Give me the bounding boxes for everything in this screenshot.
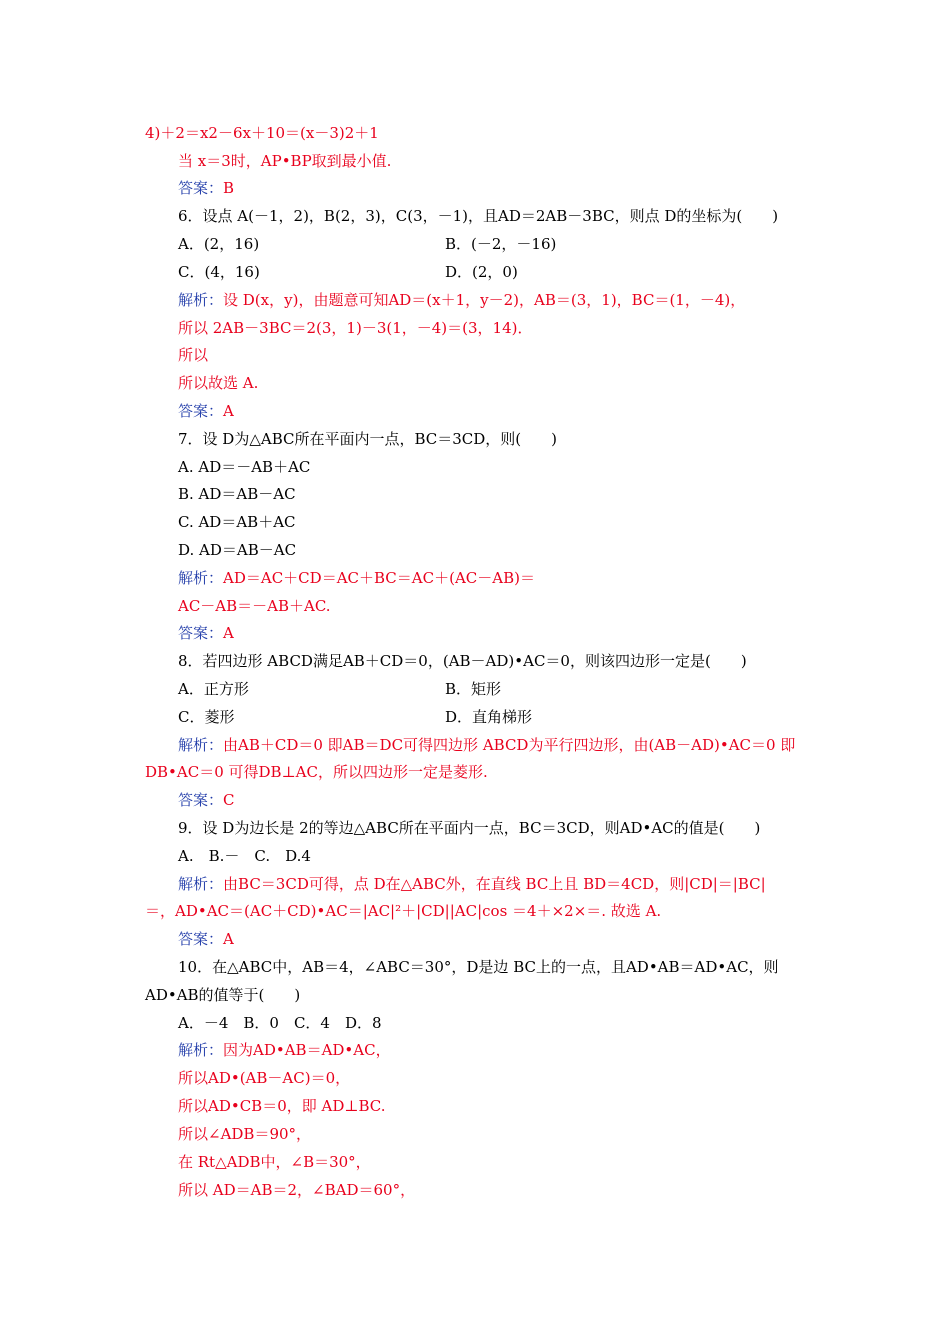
question-7: 7．设 D为△ABC所在平面内一点，BC＝3CD，则( ) (178, 430, 558, 448)
question-6: 6．设点 A(－1，2)，B(2，3)，C(3，－1)，且AD＝2AB－3BC，则点 D的坐标为( ) (178, 207, 779, 225)
text-line: 所以 (178, 346, 209, 364)
answer-line (178, 178, 234, 198)
analysis-label: 解析： (178, 291, 224, 309)
option-d: D．直角梯形 (445, 708, 533, 726)
answer-value: B (223, 179, 235, 197)
text-line: AC－AB＝－AB＋AC. (178, 597, 331, 615)
answer-label: 答案： (178, 791, 224, 809)
answer-value: C (223, 791, 235, 809)
answer-line (178, 929, 234, 949)
options-row: A．－4 B．0 C．4 D．8 (178, 1014, 382, 1032)
answer-line (178, 401, 234, 421)
options-row: A. B.－ C. D.4 (178, 847, 311, 865)
option-d: D．(2，0) (445, 263, 518, 281)
option-b: B. AD＝AB－AC (178, 485, 296, 503)
text-line: 在 Rt△ADB中，∠B＝30°， (178, 1153, 371, 1171)
option-b: B．(－2，－16) (445, 235, 557, 253)
analysis-label: 解析： (178, 736, 224, 754)
analysis-label: 解析： (178, 1041, 224, 1059)
analysis-text: 由BC＝3CD可得，点 D在△ABC外，在直线 BC上且 BD＝4CD，则|CD|＝|BC| (223, 875, 766, 893)
answer-line (178, 790, 235, 810)
text-line: 当 x＝3时，AP•BP取到最小值. (178, 152, 392, 170)
analysis-label: 解析： (178, 875, 224, 893)
text-line: 所以故选 A. (178, 374, 259, 392)
answer-label: 答案： (178, 624, 224, 642)
text-line: 所以∠ADB＝90°， (178, 1125, 312, 1143)
answer-value: A (223, 402, 234, 420)
answer-value: A (223, 930, 234, 948)
option-c: C．(4，16) (178, 263, 260, 281)
analysis-line (178, 568, 535, 588)
text-line: 所以AD•CB＝0，即 AD⊥BC. (178, 1097, 386, 1115)
answer-value: A (223, 624, 234, 642)
option-a: A．正方形 (178, 680, 249, 698)
analysis-line (178, 874, 766, 894)
text-line: ＝，AD•AC＝(AC＋CD)•AC＝|AC|²＋|CD||AC|cos ＝4＋×2×＝. 故选 A. (145, 902, 662, 920)
text-line: 4)＋2＝x2－6x＋10＝(x－3)2＋1 (145, 124, 379, 142)
analysis-text: AD＝AC＋CD＝AC＋BC＝AC＋(AC－AB)＝ (223, 569, 535, 587)
answer-label: 答案： (178, 402, 224, 420)
option-a: A．(2，16) (178, 235, 260, 253)
answer-label: 答案： (178, 179, 224, 197)
text-line: 所以 2AB－3BC＝2(3，1)－3(1，－4)＝(3，14)． (178, 319, 533, 337)
question-10: 10．在△ABC中，AB＝4，∠ABC＝30°，D是边 BC上的一点，且AD•AB＝AD•AC，则 (178, 958, 779, 976)
analysis-label: 解析： (178, 569, 224, 587)
analysis-text: 设 D(x，y)，由题意可知AD＝(x＋1，y－2)，AB＝(3，1)，BC＝(1，－4)， (223, 291, 746, 309)
question-9: 9．设 D为边长是 2的等边△ABC所在平面内一点，BC＝3CD，则AD•AC的值是( ) (178, 819, 761, 837)
option-c: C. AD＝AB＋AC (178, 513, 296, 531)
option-a: A. AD＝－AB＋AC (178, 458, 311, 476)
answer-line (178, 623, 234, 643)
text-line: 所以AD•(AB－AC)＝0， (178, 1069, 351, 1087)
option-d: D. AD＝AB－AC (178, 541, 297, 559)
question-10-cont: AD•AB的值等于( ) (145, 986, 301, 1004)
answer-label: 答案： (178, 930, 224, 948)
question-8: 8．若四边形 ABCD满足AB＋CD＝0，(AB－AD)•AC＝0，则该四边形一定是( ) (178, 652, 747, 670)
analysis-text: 因为AD•AB＝AD•AC， (223, 1041, 391, 1059)
analysis-text: 由AB＋CD＝0 即AB＝DC可得四边形 ABCD为平行四边形，由(AB－AD)•AC＝0 即 (223, 736, 796, 754)
text-line: 所以 AD＝AB＝2，∠BAD＝60°， (178, 1181, 416, 1199)
analysis-line (178, 290, 745, 310)
analysis-line (178, 735, 795, 755)
analysis-line (178, 1040, 391, 1060)
option-b: B．矩形 (445, 680, 502, 698)
text-line: DB•AC＝0 可得DB⊥AC，所以四边形一定是菱形. (145, 763, 488, 781)
option-c: C．菱形 (178, 708, 235, 726)
